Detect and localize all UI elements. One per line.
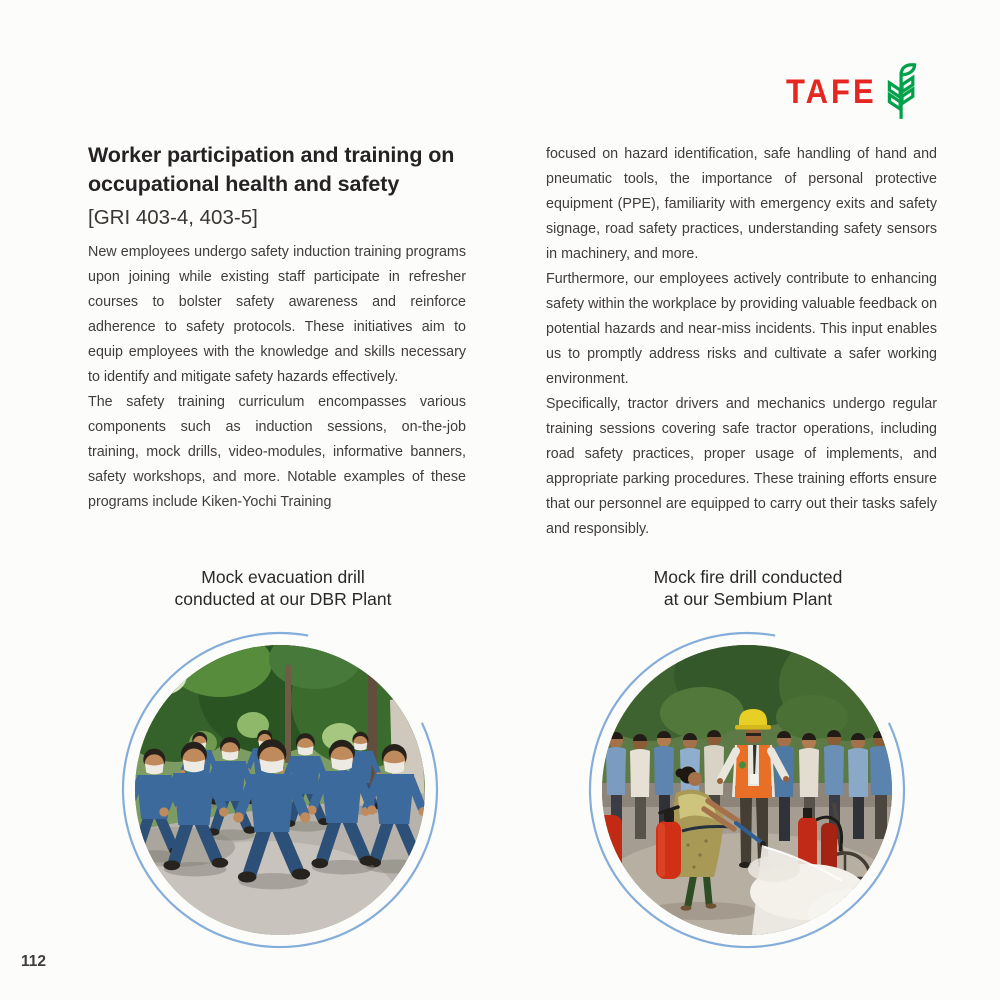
caption-line: Mock evacuation drill — [201, 567, 365, 587]
page-title — [88, 141, 478, 198]
paragraph: Specifically, tractor drivers and mechanics undergo regular training sessions covering safe tractor operations, including road safety practices, proper usage of implements, and appropriate parking procedures. These training efforts ensure that our personnel are equipped to carry out their tasks safely and responsibly. — [546, 396, 937, 537]
page-title-line1: Worker participation and training on — [88, 143, 455, 167]
paragraph: focused on hazard identification, safe handling of hand and pneumatic tools, the importance of personal protective equipment (PPE), familiarity with emergency exits and safety signage, road safety practices, understanding safety sensors in machinery, and more. — [546, 146, 937, 262]
paragraph: Furthermore, our employees actively contribute to enhancing safety within the workplace by providing valuable feedback on potential hazards and near-miss incidents. This input enables us to promptly address risks and cultivate a safer working environment. — [546, 271, 938, 387]
paragraph: The safety training curriculum encompasses various components such as induction sessions, on-the-job training, mock drills, video-modules, informative banners, safety workshops, and more. Notable examples of these programs include Kiken-Yochi Training — [88, 394, 466, 510]
caption-line: at our Sembium Plant — [663, 588, 833, 609]
evacuation-drill-photo — [135, 645, 425, 935]
page-number: 112 — [21, 953, 47, 970]
fire-drill-photo — [602, 645, 892, 935]
caption-line: conducted at our DBR Plant — [174, 588, 392, 609]
right-column — [546, 142, 937, 542]
figure-caption-fire-drill — [593, 567, 903, 610]
page-title-line2: occupational health and safety — [88, 171, 400, 196]
tafe-logo — [786, 62, 920, 120]
gri-reference: [GRI 403-4, 403-5] — [88, 206, 258, 229]
caption-line: Mock fire drill conducted — [653, 567, 843, 587]
left-column — [88, 240, 466, 515]
paragraph: New employees undergo safety induction training programs upon joining while existing staff participate in refresher courses to bolster safety awareness and reinforce adherence to safety protocols. These initiatives aim to equip employees with the knowledge and skills necessary to identify and mitigate safety hazards effectively. — [88, 244, 466, 385]
figure-caption-evacuation — [128, 567, 438, 610]
tafe-wordmark: TAFE — [786, 71, 877, 111]
wheat-icon — [884, 62, 920, 120]
